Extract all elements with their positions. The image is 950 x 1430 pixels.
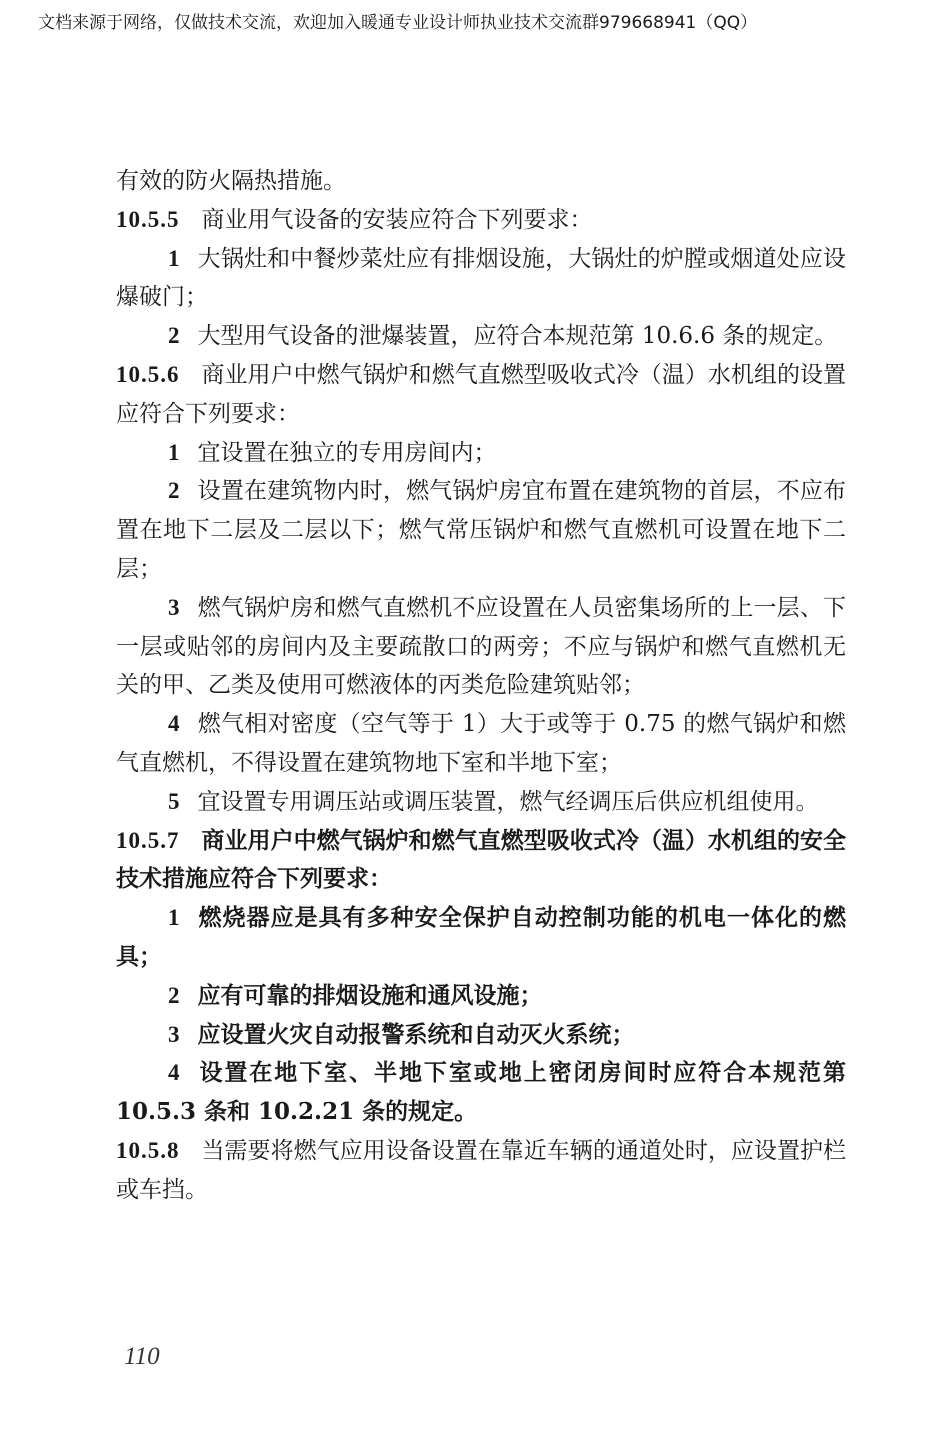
list-item (116, 705, 846, 783)
item-text: 设置在地下室、半地下室或地上密闭房间时应符合本规范第 10.5.3 条和 10.2.21 条的规定。 (116, 1059, 846, 1126)
list-item (116, 783, 846, 822)
clause-number: 10.5.7 (116, 827, 180, 853)
clause-title: 商业用户中燃气锅炉和燃气直燃型吸收式冷（温）水机组的安全技术措施应符合下列要求： (116, 826, 846, 893)
item-number: 2 (168, 323, 180, 349)
item-text: 宜设置专用调压站或调压装置，燃气经调压后供应机组使用。 (197, 788, 819, 815)
item-number: 4 (168, 711, 180, 737)
item-text: 宜设置在独立的专用房间内； (197, 439, 497, 466)
item-text: 燃烧器应是具有多种安全保护自动控制功能的机电一体化的燃具； (116, 904, 846, 970)
item-number: 5 (168, 788, 180, 814)
item-text: 设置在建筑物内时，燃气锅炉房宜布置在建筑物的首层，不应布置在地下二层及二层以下；燃气常压锅炉和燃气直燃机可设置在地下二层； (116, 478, 846, 582)
list-item (116, 977, 846, 1016)
item-text: 应设置火灾自动报警系统和自动灭火系统； (197, 1020, 635, 1048)
item-number: 2 (168, 478, 180, 504)
item-number: 1 (168, 439, 180, 465)
list-item (116, 434, 846, 473)
list-item (116, 899, 846, 977)
list-item (116, 1016, 846, 1055)
clause-title: 商业用气设备的安装应符合下列要求： (201, 206, 593, 233)
list-item (116, 240, 846, 318)
list-item (116, 1054, 846, 1132)
item-text: 应有可靠的排烟设施和通风设施； (197, 981, 543, 1009)
item-text: 燃气相对密度（空气等于 1）大于或等于 0.75 的燃气锅炉和燃气直燃机，不得设置在建筑物地下室和半地下室； (116, 711, 846, 776)
item-text: 大型用气设备的泄爆装置，应符合本规范第 10.6.6 条的规定。 (197, 323, 838, 350)
clause-10-5-8 (116, 1132, 846, 1210)
item-text: 燃气锅炉房和燃气直燃机不应设置在人员密集场所的上一层、下一层或贴邻的房间内及主要疏散口的两旁；不应与锅炉和燃气直燃机无关的甲、乙类及使用可燃液体的丙类危险建筑贴邻； (116, 594, 846, 699)
list-item (116, 472, 846, 588)
intro-line: 有效的防火隔热措施。 (116, 168, 346, 194)
clause-number: 10.5.8 (116, 1137, 180, 1163)
item-number: 1 (168, 905, 180, 931)
item-number: 2 (168, 982, 180, 1008)
clause-number: 10.5.6 (116, 361, 180, 387)
page-number: 110 (124, 1343, 160, 1370)
item-number: 4 (168, 1060, 180, 1086)
clause-10-5-6 (116, 356, 846, 434)
clause-title: 商业用户中燃气锅炉和燃气直燃型吸收式冷（温）水机组的设置应符合下列要求： (116, 361, 846, 427)
clause-10-5-7 (116, 822, 846, 900)
item-text: 大锅灶和中餐炒菜灶应有排烟设施，大锅灶的炉膛或烟道处应设爆破门； (116, 245, 846, 311)
item-number: 3 (168, 1021, 180, 1047)
item-number: 3 (168, 594, 180, 620)
document-body (116, 162, 846, 1210)
item-number: 1 (168, 245, 180, 271)
clause-title: 当需要将燃气应用设备设置在靠近车辆的通道处时，应设置护栏或车挡。 (116, 1137, 846, 1203)
list-item (116, 317, 846, 356)
list-item (116, 589, 846, 705)
clause-number: 10.5.5 (116, 206, 180, 232)
clause-10-5-7-block (116, 822, 846, 1132)
clause-10-5-5 (116, 201, 846, 240)
header-note: 文档来源于网络，仅做技术交流，欢迎加入暖通专业设计师执业技术交流群979668941（QQ） (38, 13, 758, 33)
